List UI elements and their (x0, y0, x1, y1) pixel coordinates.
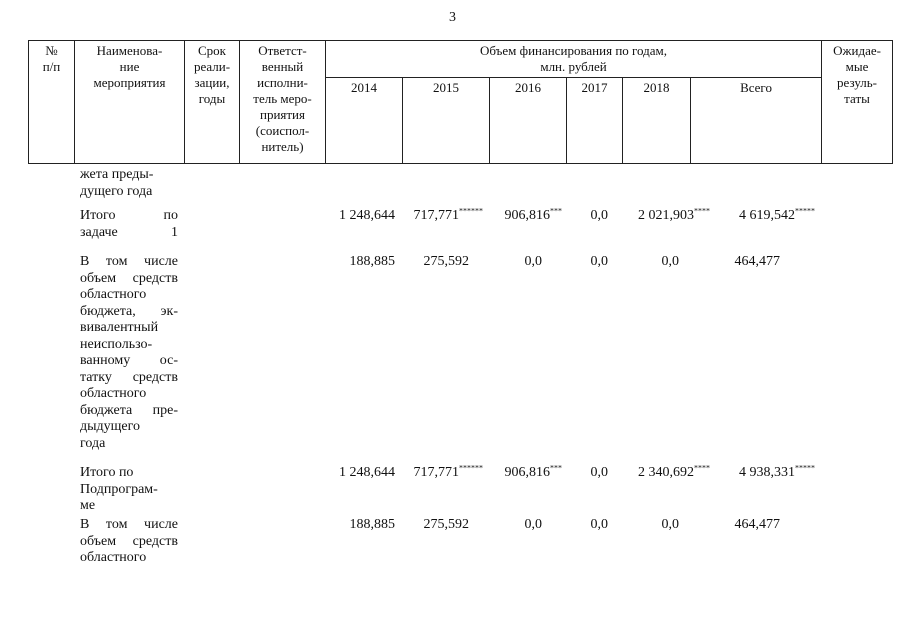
row-name-total-subprogram: Итого по Подпрограм- ме (80, 465, 158, 513)
header-col-results: Ожидае- мые резуль- таты (822, 41, 893, 164)
header-total: Всего (691, 78, 822, 164)
header-col-funding: Объем финансирования по годам, млн. рублей (326, 41, 822, 78)
value-including-2-2014: 188,885 (349, 517, 395, 532)
header-year-2016: 2016 (490, 78, 567, 164)
value-including-2-2016: 0,0 (524, 517, 542, 532)
header-year-2014: 2014 (326, 78, 403, 164)
value-including-2-2017: 0,0 (590, 517, 608, 532)
value-total-task-2018: 2 021,903**** (638, 206, 710, 223)
row-name-including-budget-2: В том числе объем средств областного (80, 517, 178, 565)
value-total-task-2014: 1 248,644 (339, 208, 395, 223)
header-col-term: Срок реали- зации, годы (185, 41, 240, 164)
value-including-1-all: 464,477 (734, 254, 780, 269)
value-total-sub-2015: 717,771****** (413, 463, 483, 480)
value-total-sub-2018: 2 340,692**** (638, 463, 710, 480)
value-including-1-2018: 0,0 (661, 254, 679, 269)
value-total-task-2015: 717,771****** (413, 206, 483, 223)
value-including-1-2015: 275,592 (423, 254, 469, 269)
header-col-name: Наименова- ние мероприятия (75, 41, 185, 164)
value-including-2-2018: 0,0 (661, 517, 679, 532)
value-total-sub-2016: 906,816*** (504, 463, 562, 480)
value-total-task-2016: 906,816*** (504, 206, 562, 223)
value-including-1-2017: 0,0 (590, 254, 608, 269)
table-header (28, 40, 893, 164)
value-total-sub-2017: 0,0 (590, 465, 608, 480)
row-name-including-budget-1: В том числе объем средств областного бюджета, эк- вивалентный неиспользо- ванному ос- татку средств областного бюджета пре- дыдущего года (80, 254, 178, 451)
row-name-total-task-1: Итого по задаче 1 (80, 208, 178, 240)
header-col-responsible: Ответст- венный исполни- тель меро- приятия (соиспол- нитель) (240, 41, 326, 164)
value-including-2-2015: 275,592 (423, 517, 469, 532)
header-year-2015: 2015 (403, 78, 490, 164)
header-year-2018: 2018 (623, 78, 691, 164)
value-including-1-2016: 0,0 (524, 254, 542, 269)
value-including-2-all: 464,477 (734, 517, 780, 532)
value-total-sub-2014: 1 248,644 (339, 465, 395, 480)
row-name-continuation: жета преды- дущего года (80, 167, 154, 199)
header-col-number: № п/п (29, 41, 75, 164)
value-total-task-all: 4 619,542***** (739, 206, 815, 223)
value-total-task-2017: 0,0 (590, 208, 608, 223)
page-number: 3 (449, 10, 456, 25)
value-including-1-2014: 188,885 (349, 254, 395, 269)
value-total-sub-all: 4 938,331***** (739, 463, 815, 480)
header-year-2017: 2017 (567, 78, 623, 164)
